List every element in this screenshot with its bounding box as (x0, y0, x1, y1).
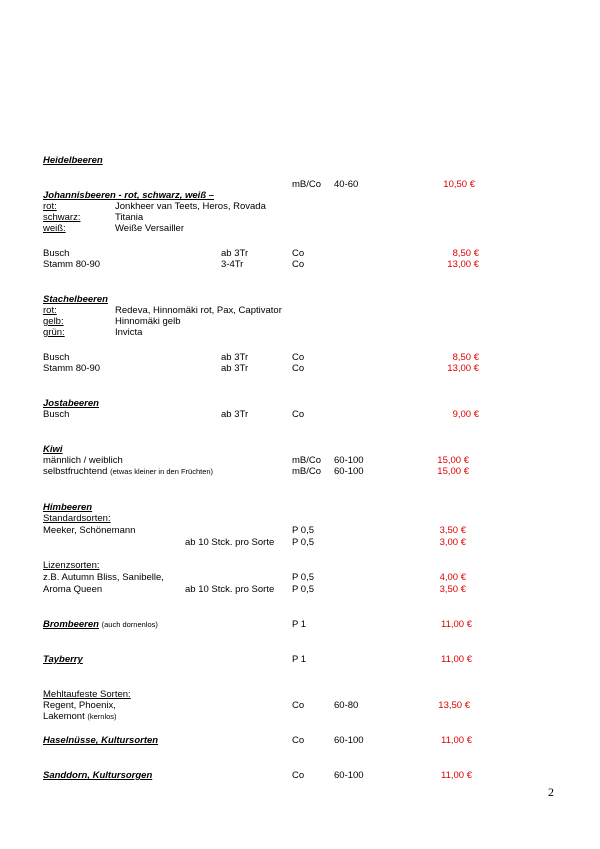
johannisbeeren-variety-label: rot: (43, 201, 57, 212)
himbeeren-name: z.B. Autumn Bliss, Sanibelle, (43, 572, 164, 583)
stachelbeeren-note: ab 3Tr (221, 352, 249, 363)
stachelbeeren-variety-names: Redeva, Hinnomäki rot, Pax, Captivator (115, 305, 282, 316)
heading-heidelbeeren: Heidelbeeren (43, 155, 103, 166)
himbeeren-name: Meeker, Schönemann (43, 525, 136, 536)
himbeeren-type: P 0,5 (292, 525, 315, 536)
himbeeren-note: ab 10 Stck. pro Sorte (185, 537, 275, 548)
sanddorn-price: 11,00 € (441, 770, 472, 781)
mehltau-price: 13,50 € (438, 700, 470, 711)
tayberry-type: P 1 (292, 654, 307, 665)
mehltau-variety: Lakemont (43, 711, 85, 722)
johannisbeeren-type: Co (292, 259, 305, 270)
stachelbeeren-type: Co (292, 363, 305, 374)
himbeeren-price: 3,00 € (439, 537, 466, 548)
kiwi-price: 15,00 € (437, 455, 469, 466)
sanddorn-type: Co (292, 770, 305, 781)
kiwi-type: mB/Co (292, 455, 322, 466)
himbeeren-price: 3,50 € (439, 584, 466, 595)
haselnuesse-type: Co (292, 735, 305, 746)
johannisbeeren-note: 3-4Tr (221, 259, 244, 270)
heading-stachelbeeren: Stachelbeeren (43, 294, 108, 305)
kiwi-name: selbstfruchtend (43, 466, 108, 477)
himbeeren-name: Aroma Queen (43, 584, 103, 595)
heading-sanddorn: Sanddorn, Kultursorgen (43, 770, 153, 781)
stachelbeeren-price: 8,50 € (452, 352, 479, 363)
stachelbeeren-variety-label: grün: (43, 327, 65, 338)
haselnuesse-size: 60-100 (334, 735, 364, 746)
sanddorn-size: 60-100 (334, 770, 364, 781)
stachelbeeren-variety-names: Hinnomäki gelb (115, 316, 181, 327)
stachelbeeren-form: Stamm 80-90 (43, 363, 101, 374)
himbeeren-type: P 0,5 (292, 572, 315, 583)
page-number: 2 (548, 785, 554, 799)
kiwi-note: (etwas kleiner in den Früchten) (110, 467, 214, 476)
kiwi-price: 15,00 € (437, 466, 469, 477)
brombeeren-type: P 1 (292, 619, 307, 630)
jostabeeren-price: 9,00 € (452, 409, 479, 420)
kiwi-size: 60-100 (334, 455, 364, 466)
himbeeren-type: P 0,5 (292, 584, 315, 595)
johannisbeeren-variety-names: Weiße Versailler (115, 223, 184, 234)
heading-johannisbeeren: Johannisbeeren - rot, schwarz, weiß – (43, 190, 215, 201)
stachelbeeren-type: Co (292, 352, 305, 363)
tayberry-price: 11,00 € (441, 654, 472, 665)
jostabeeren-form: Busch (43, 409, 70, 420)
himbeeren-type: P 0,5 (292, 537, 315, 548)
mehltau-variety-row (43, 711, 117, 722)
johannisbeeren-variety-label: schwarz: (43, 212, 81, 223)
himbeeren-price: 4,00 € (439, 572, 466, 583)
heading-haselnuesse: Haselnüsse, Kultursorten (43, 735, 159, 746)
stachelbeeren-form: Busch (43, 352, 70, 363)
kiwi-name-row (43, 466, 213, 477)
johannisbeeren-note: ab 3Tr (221, 248, 249, 259)
mehltau-note: (kernlos) (87, 712, 117, 721)
haselnuesse-price: 11,00 € (441, 735, 472, 746)
brombeeren-note: (auch dornenlos) (101, 620, 158, 629)
stachelbeeren-variety-label: gelb: (43, 316, 64, 327)
heading-tayberry: Tayberry (43, 654, 83, 665)
kiwi-size: 60-100 (334, 466, 364, 477)
heading-himbeeren: Himbeeren (43, 502, 93, 513)
himbeeren-note: ab 10 Stck. pro Sorte (185, 584, 275, 595)
heidelbeeren-price: 10,50 € (443, 179, 475, 190)
himbeeren-price: 3,50 € (439, 525, 466, 536)
johannisbeeren-variety-names: Titania (115, 212, 144, 223)
heading-kiwi: Kiwi (43, 444, 63, 455)
mehltau-type: Co (292, 700, 305, 711)
johannisbeeren-form: Stamm 80-90 (43, 259, 101, 270)
johannisbeeren-price: 8,50 € (452, 248, 479, 259)
himbeeren-lizenz-label: Lizenzsorten: (43, 560, 100, 571)
jostabeeren-note: ab 3Tr (221, 409, 249, 420)
johannisbeeren-variety-label: weiß: (43, 223, 66, 234)
jostabeeren-type: Co (292, 409, 305, 420)
heading-jostabeeren: Jostabeeren (43, 398, 99, 409)
heading-brombeeren: Brombeeren (43, 619, 99, 630)
stachelbeeren-price: 13,00 € (447, 363, 479, 374)
stachelbeeren-variety-names: Invicta (115, 327, 143, 338)
brombeeren-price: 11,00 € (441, 619, 472, 630)
heidelbeeren-type: mB/Co (292, 179, 322, 190)
brombeeren-heading-row (43, 619, 158, 630)
himbeeren-standard-label: Standardsorten: (43, 513, 111, 524)
heidelbeeren-size: 40-60 (334, 179, 359, 190)
kiwi-type: mB/Co (292, 466, 322, 477)
johannisbeeren-type: Co (292, 248, 305, 259)
mehltau-varieties: Regent, Phoenix, (43, 700, 116, 711)
johannisbeeren-variety-names: Jonkheer van Teets, Heros, Rovada (115, 201, 266, 212)
johannisbeeren-form: Busch (43, 248, 70, 259)
stachelbeeren-variety-label: rot: (43, 305, 57, 316)
stachelbeeren-note: ab 3Tr (221, 363, 249, 374)
johannisbeeren-price: 13,00 € (447, 259, 479, 270)
kiwi-name: männlich / weiblich (43, 455, 123, 466)
mehltau-size: 60-80 (334, 700, 359, 711)
mehltau-label: Mehltaufeste Sorten: (43, 689, 131, 700)
